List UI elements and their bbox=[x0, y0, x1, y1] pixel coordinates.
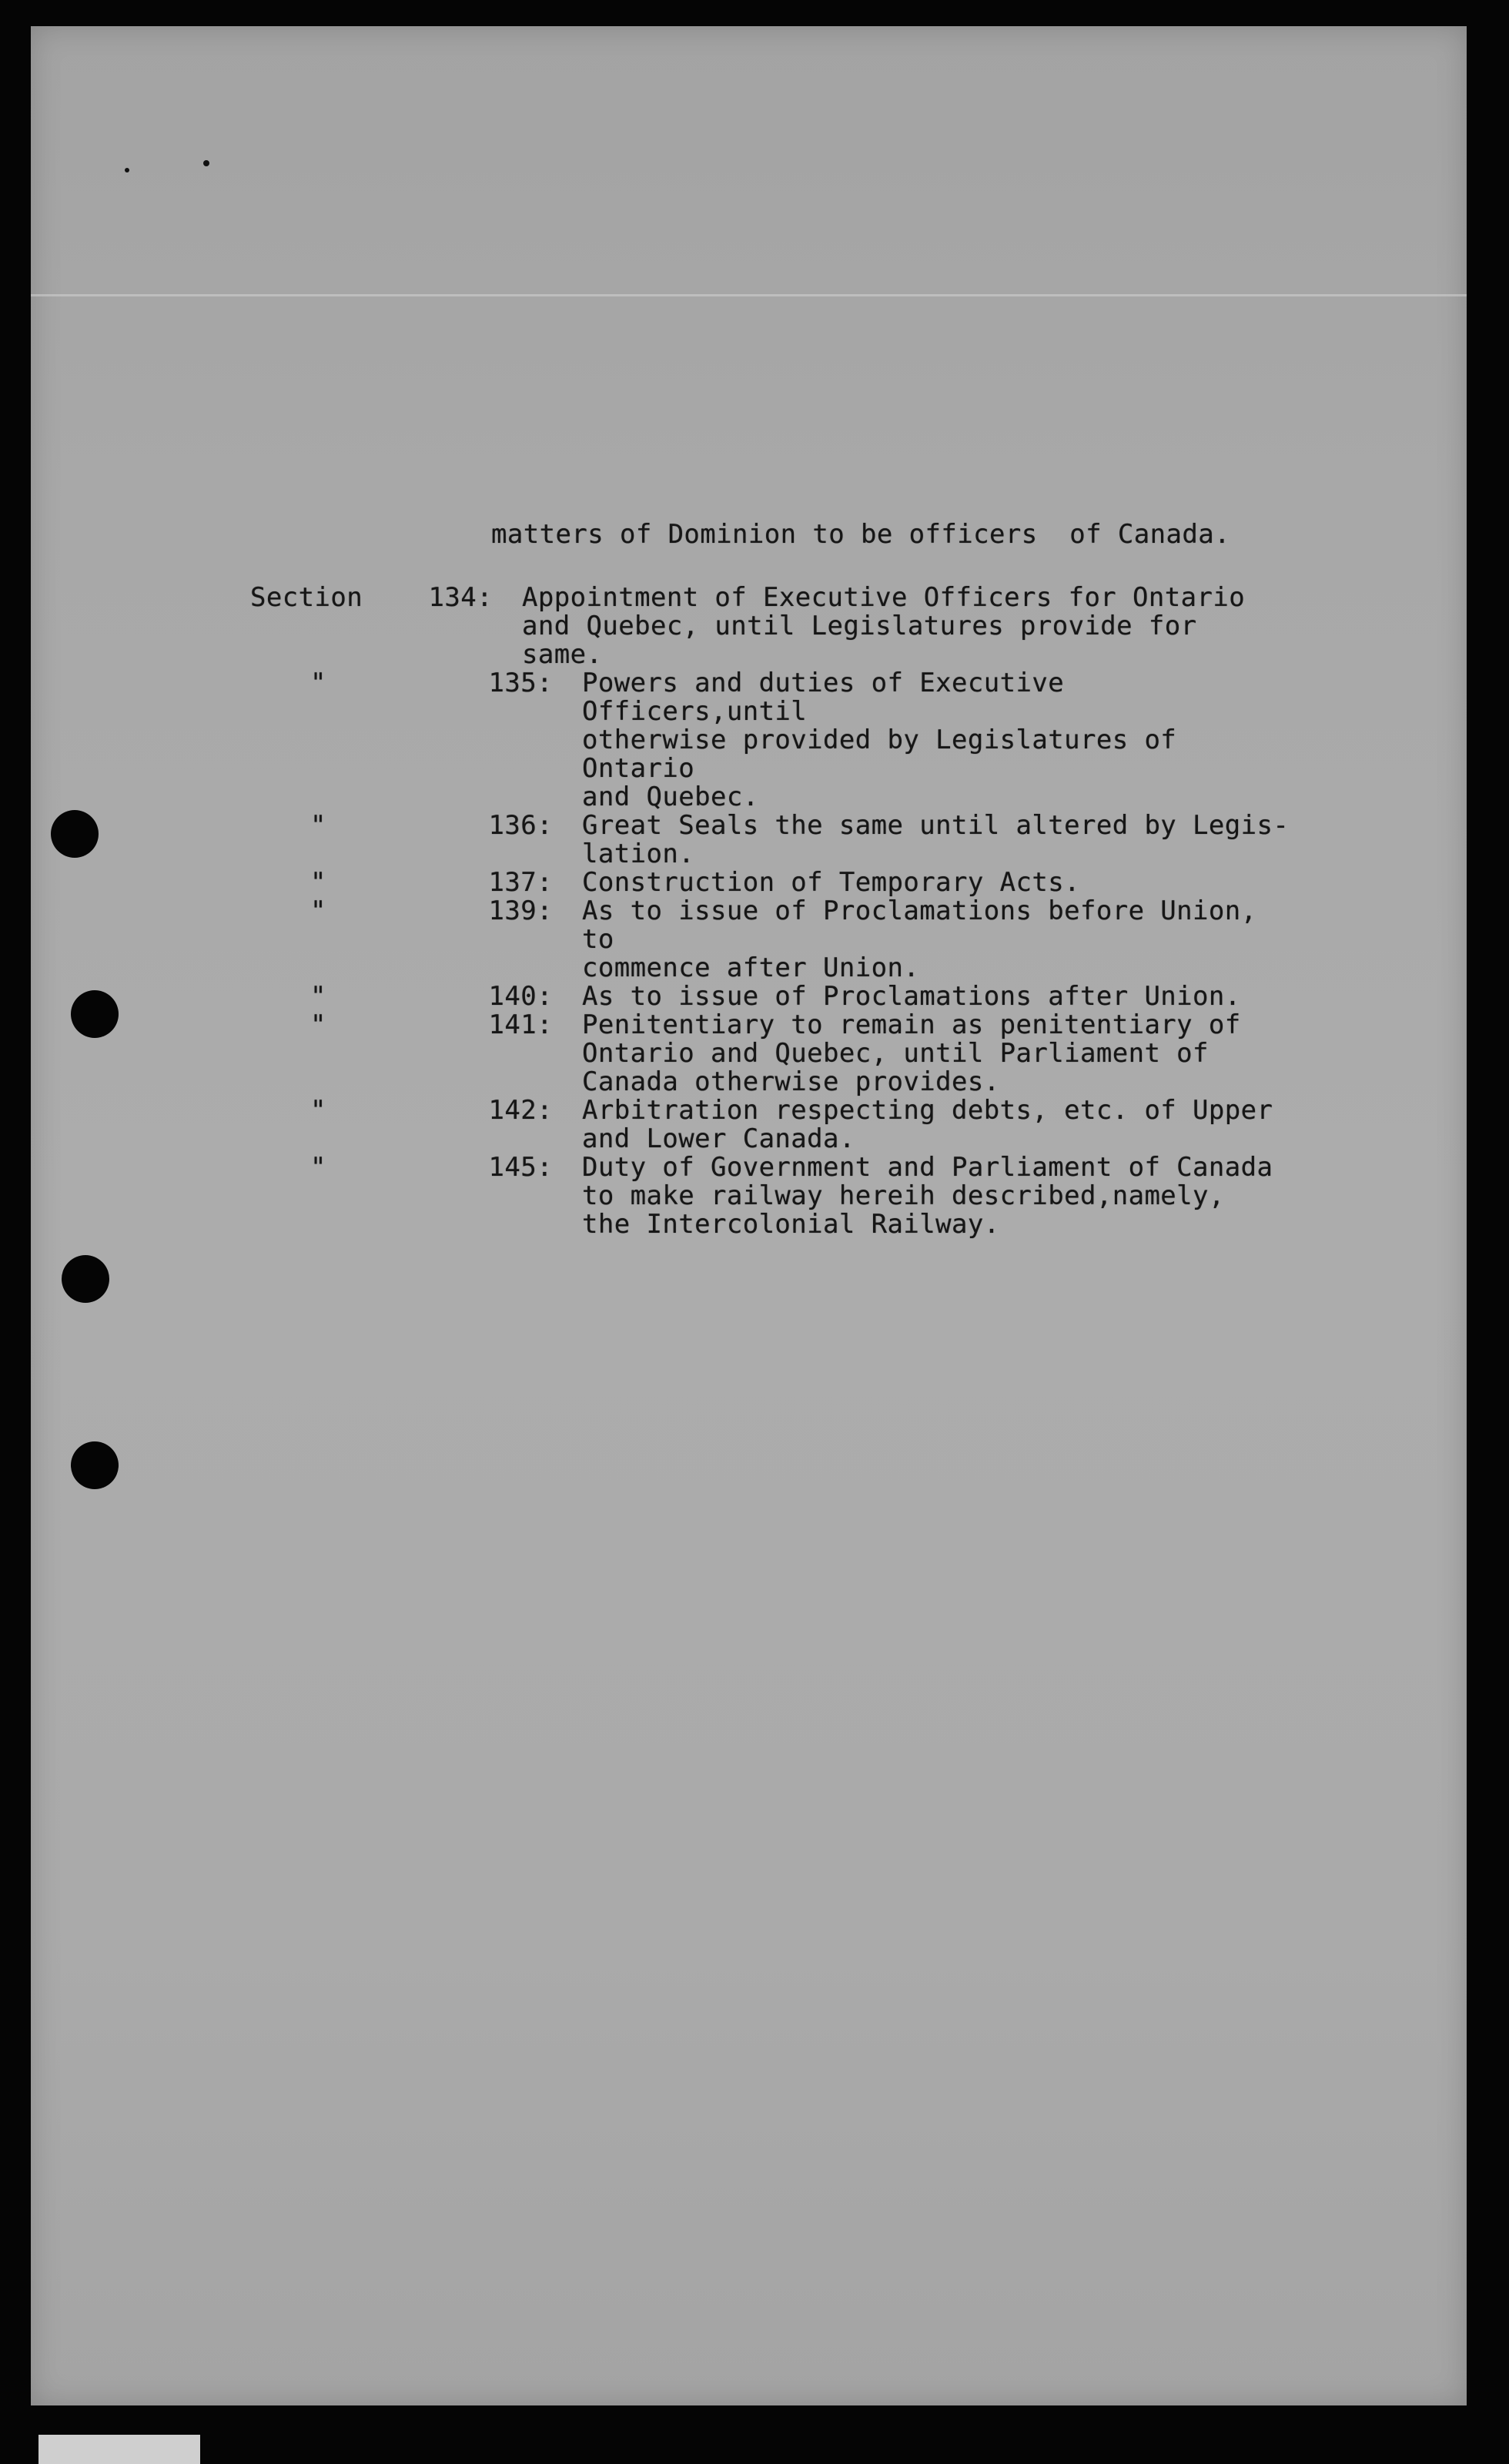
fold-crease bbox=[31, 294, 1467, 296]
list-item bbox=[250, 869, 1290, 897]
dust-speck bbox=[125, 168, 129, 172]
ditto-mark: " bbox=[310, 668, 326, 698]
list-item bbox=[250, 1096, 1290, 1153]
ditto-mark: " bbox=[310, 1009, 326, 1040]
list-item bbox=[250, 897, 1290, 983]
list-item bbox=[250, 1153, 1290, 1239]
punch-hole-3 bbox=[62, 1255, 109, 1303]
archive-label-strip bbox=[38, 2435, 200, 2464]
section-number: 139: bbox=[488, 896, 553, 926]
section-description: Arbitration respecting debts, etc. of Upper and Lower Canada. bbox=[582, 1095, 1273, 1154]
section-description: As to issue of Proclamations after Union. bbox=[582, 981, 1241, 1012]
ditto-mark: " bbox=[310, 867, 326, 898]
section-description: Great Seals the same until altered by Legis- lation. bbox=[582, 810, 1290, 869]
section-description: Duty of Government and Parliament of Canada to make railway hereih described,namely, the Intercolonial Railway. bbox=[582, 1152, 1273, 1240]
list-item bbox=[250, 1011, 1290, 1096]
punch-hole-2 bbox=[71, 990, 119, 1038]
ditto-mark: " bbox=[310, 1095, 326, 1126]
section-description: Powers and duties of Executive Officers,until otherwise provided by Legislatures of Ontario and Quebec. bbox=[582, 668, 1177, 812]
ditto-mark: " bbox=[310, 896, 326, 926]
section-number: 142: bbox=[488, 1095, 553, 1126]
section-number: 141: bbox=[488, 1009, 553, 1040]
section-number: 134: bbox=[428, 582, 493, 613]
dust-speck bbox=[203, 160, 209, 166]
section-number: 140: bbox=[488, 981, 553, 1012]
section-description: Appointment of Executive Officers for Ontario and Quebec, until Legislatures provide for same. bbox=[522, 582, 1246, 670]
punch-hole-1 bbox=[51, 810, 99, 858]
section-description: Construction of Temporary Acts. bbox=[582, 867, 1080, 898]
punch-hole-4 bbox=[71, 1441, 119, 1489]
section-number: 136: bbox=[488, 810, 553, 841]
section-number: 137: bbox=[488, 867, 553, 898]
list-item bbox=[250, 584, 1290, 669]
list-item bbox=[250, 983, 1290, 1011]
list-item bbox=[250, 669, 1290, 812]
ditto-mark: " bbox=[310, 810, 326, 841]
section-list bbox=[250, 584, 1290, 1239]
ditto-mark: " bbox=[310, 981, 326, 1012]
section-description: As to issue of Proclamations before Union, to commence after Union. bbox=[582, 896, 1257, 983]
section-description: Penitentiary to remain as penitentiary of Ontario and Quebec, until Parliament of Canada otherwise provides. bbox=[582, 1009, 1241, 1097]
section-number: 145: bbox=[488, 1152, 553, 1183]
heading-line: matters of Dominion to be officers of Canada. bbox=[491, 519, 1231, 550]
entry-prefix: Section bbox=[250, 582, 363, 613]
ditto-mark: " bbox=[310, 1152, 326, 1183]
section-number: 135: bbox=[488, 668, 553, 698]
list-item bbox=[250, 812, 1290, 869]
